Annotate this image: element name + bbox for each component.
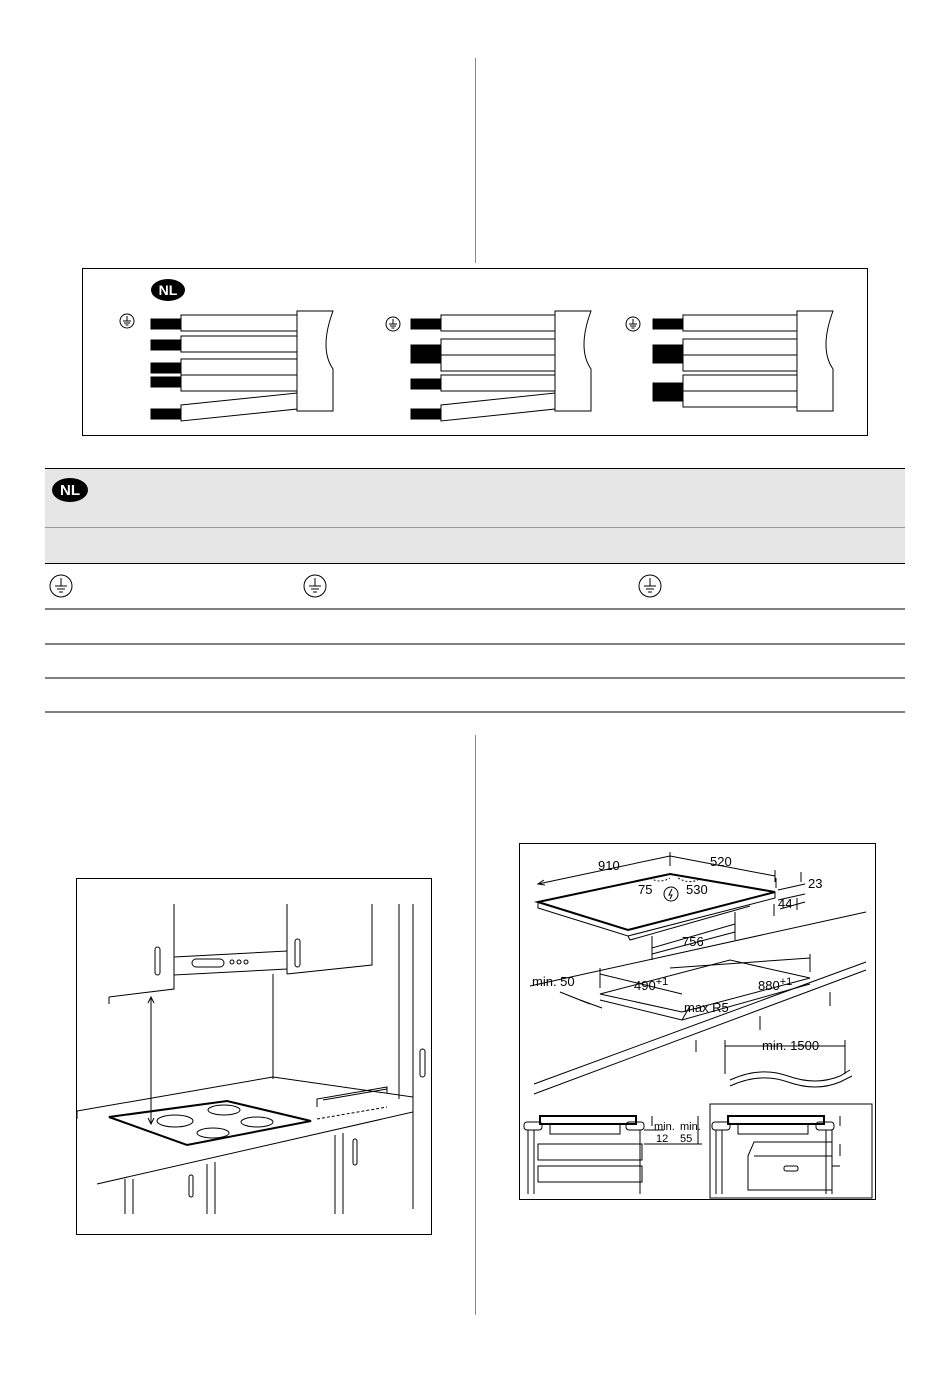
earth-ground-icon: [304, 575, 326, 597]
dim-radius-label: max R5: [684, 1000, 729, 1015]
dim-min-right-label: min.: [680, 1121, 701, 1133]
dim-cable-label: min. 1500: [762, 1038, 820, 1053]
column-divider-bottom: [475, 735, 476, 1315]
nl-country-badge: NL: [52, 478, 88, 502]
earth-ground-icon: [120, 314, 134, 328]
wire-group-2: [411, 311, 591, 421]
dim-width-label: 910: [598, 858, 620, 873]
dim-490-label: $490^{+1}$: [634, 976, 669, 993]
earth-ground-icon: [626, 317, 640, 331]
wire-group-3: [653, 311, 833, 411]
wiring-drawing: [83, 269, 867, 435]
dim-75-label: 75: [638, 882, 653, 897]
earth-ground-icon: [50, 575, 72, 597]
dim-12-label: 12: [656, 1133, 669, 1145]
table-header-band: [45, 469, 905, 527]
dim-55-label: 55: [680, 1133, 693, 1145]
kitchen-installation-figure: [76, 878, 432, 1235]
kitchen-drawing: [77, 879, 431, 1234]
table-subheader-band: [45, 528, 905, 563]
wire-group-1: [151, 311, 333, 421]
wiring-diagram: [82, 268, 868, 436]
dim-880-label: $880^{+1}$: [758, 976, 793, 993]
dim-23-label: 23: [808, 876, 823, 891]
dim-530-label: 530: [686, 882, 708, 897]
earth-ground-icon: [639, 575, 661, 597]
dim-min50-label: min. 50: [532, 974, 575, 989]
lightning-icon: [664, 887, 678, 901]
dim-min-left-label: min.: [654, 1121, 675, 1133]
dim-depth-label: 520: [710, 854, 732, 869]
earth-ground-icon: [386, 317, 400, 331]
column-divider-top: [475, 58, 476, 263]
dim-44-label: 44: [778, 896, 793, 911]
dimensions-figure: [519, 843, 876, 1200]
table-body: [45, 564, 905, 714]
dimension-drawing: [520, 844, 875, 1199]
dim-756-label: 756: [682, 934, 704, 949]
nl-country-badge: NL: [151, 279, 185, 301]
